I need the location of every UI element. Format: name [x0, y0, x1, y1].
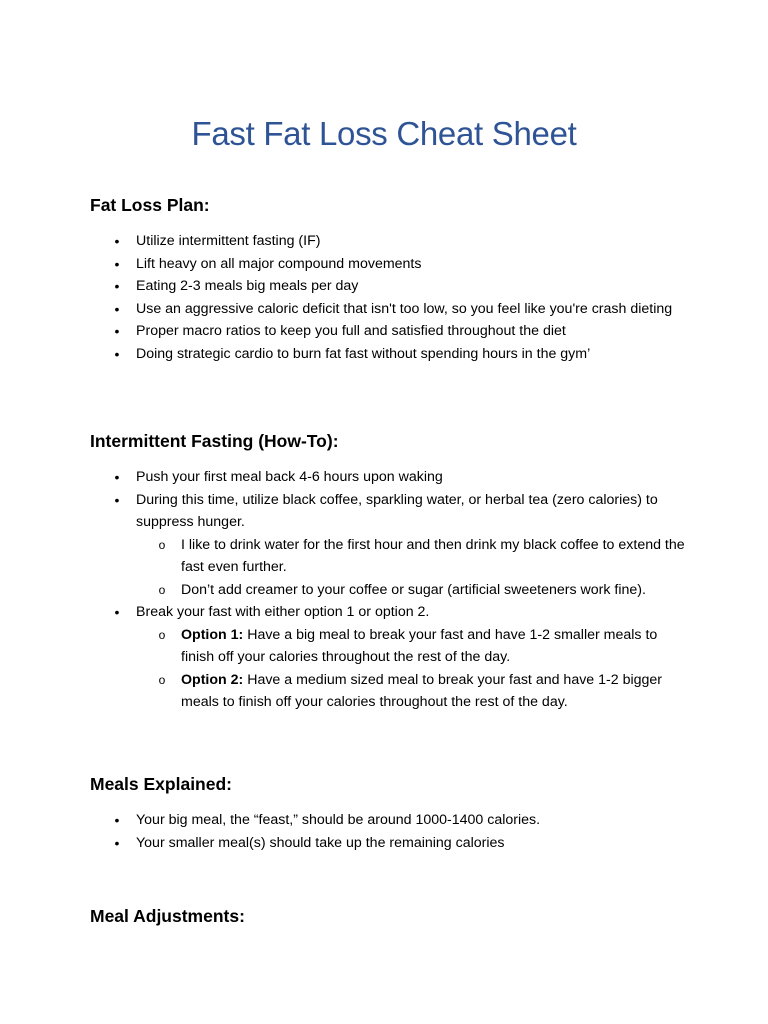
option-2-text: Have a medium sized meal to break your fast and have 1-2 bigger meals to finish off your calories throughout the rest of the day.	[181, 671, 663, 710]
section-heading-intermittent-fasting: Intermittent Fasting (How-To):	[90, 431, 339, 451]
circle-bullet-icon: o	[158, 627, 166, 642]
sub-list-item-text: I like to drink water for the first hour and then drink my black coffee to extend the fast even further.	[181, 536, 685, 575]
list-item-text: Use an aggressive caloric deficit that isn't too low, so you feel like you're crash dieting	[136, 300, 673, 317]
list-item-text: Lift heavy on all major compound movements	[136, 255, 422, 272]
list-item-text: Your big meal, the “feast,” should be around 1000-1400 calories.	[136, 812, 541, 828]
list-item	[0, 809, 768, 832]
list-item-text: Eating 2-3 meals big meals per day	[136, 278, 359, 294]
list-item	[0, 832, 768, 855]
bullet-icon: •	[114, 812, 120, 828]
circle-bullet-icon: o	[158, 537, 166, 552]
section-heading-meals-explained: Meals Explained:	[90, 774, 232, 794]
meals-explained-list	[0, 809, 768, 854]
list-item-text: Break your fast with either option 1 or option 2.	[136, 604, 430, 620]
document-title: Fast Fat Loss Cheat Sheet	[191, 115, 577, 152]
option-1-label: Option 1:	[181, 626, 244, 643]
bullet-icon: •	[114, 278, 120, 294]
bullet-icon: •	[114, 345, 120, 362]
list-item-text: Utilize intermittent fasting (IF)	[136, 233, 321, 249]
list-item	[0, 275, 768, 298]
sub-list-item	[0, 624, 768, 669]
bullet-icon: •	[114, 469, 120, 485]
bullet-icon: •	[114, 300, 120, 317]
sub-list-item	[0, 669, 768, 714]
option-1-text: Have a big meal to break your fast and have 1-2 smaller meals to finish off your calories throughout the rest of the day.	[181, 626, 658, 665]
sub-list-item	[0, 534, 768, 579]
bullet-icon: •	[114, 604, 120, 620]
bullet-icon: •	[114, 255, 120, 272]
bullet-icon: •	[114, 491, 120, 508]
list-item	[0, 253, 768, 276]
list-item-text: During this time, utilize black coffee, sparkling water, or herbal tea (zero calories) to suppress hunger.	[136, 491, 658, 530]
intermittent-fasting-list	[0, 466, 768, 714]
sub-list-item-text: Don’t add creamer to your coffee or sugar (artificial sweeteners work fine).	[181, 581, 646, 598]
section-heading-meal-adjustments: Meal Adjustments:	[90, 906, 245, 926]
list-item	[0, 298, 768, 321]
list-item-text: Proper macro ratios to keep you full and satisfied throughout the diet	[136, 323, 566, 339]
list-item-text: Doing strategic cardio to burn fat fast without spending hours in the gym’	[136, 345, 591, 362]
bullet-icon: •	[114, 834, 120, 851]
list-item	[0, 320, 768, 343]
section-heading-fat-loss-plan: Fat Loss Plan:	[90, 195, 210, 215]
bullet-icon: •	[114, 233, 120, 249]
circle-bullet-icon: o	[158, 672, 166, 687]
option-2-label: Option 2:	[181, 671, 244, 688]
list-item	[0, 343, 768, 366]
list-item	[0, 230, 768, 253]
list-item	[0, 466, 768, 489]
bullet-icon: •	[114, 323, 120, 339]
circle-bullet-icon: o	[158, 582, 166, 597]
list-item-text: Your smaller meal(s) should take up the remaining calories	[136, 834, 505, 851]
list-item-text: Push your first meal back 4-6 hours upon waking	[136, 469, 443, 485]
list-item	[0, 601, 768, 624]
fat-loss-plan-list	[0, 230, 768, 365]
list-item	[0, 489, 768, 534]
sub-list-item	[0, 579, 768, 602]
